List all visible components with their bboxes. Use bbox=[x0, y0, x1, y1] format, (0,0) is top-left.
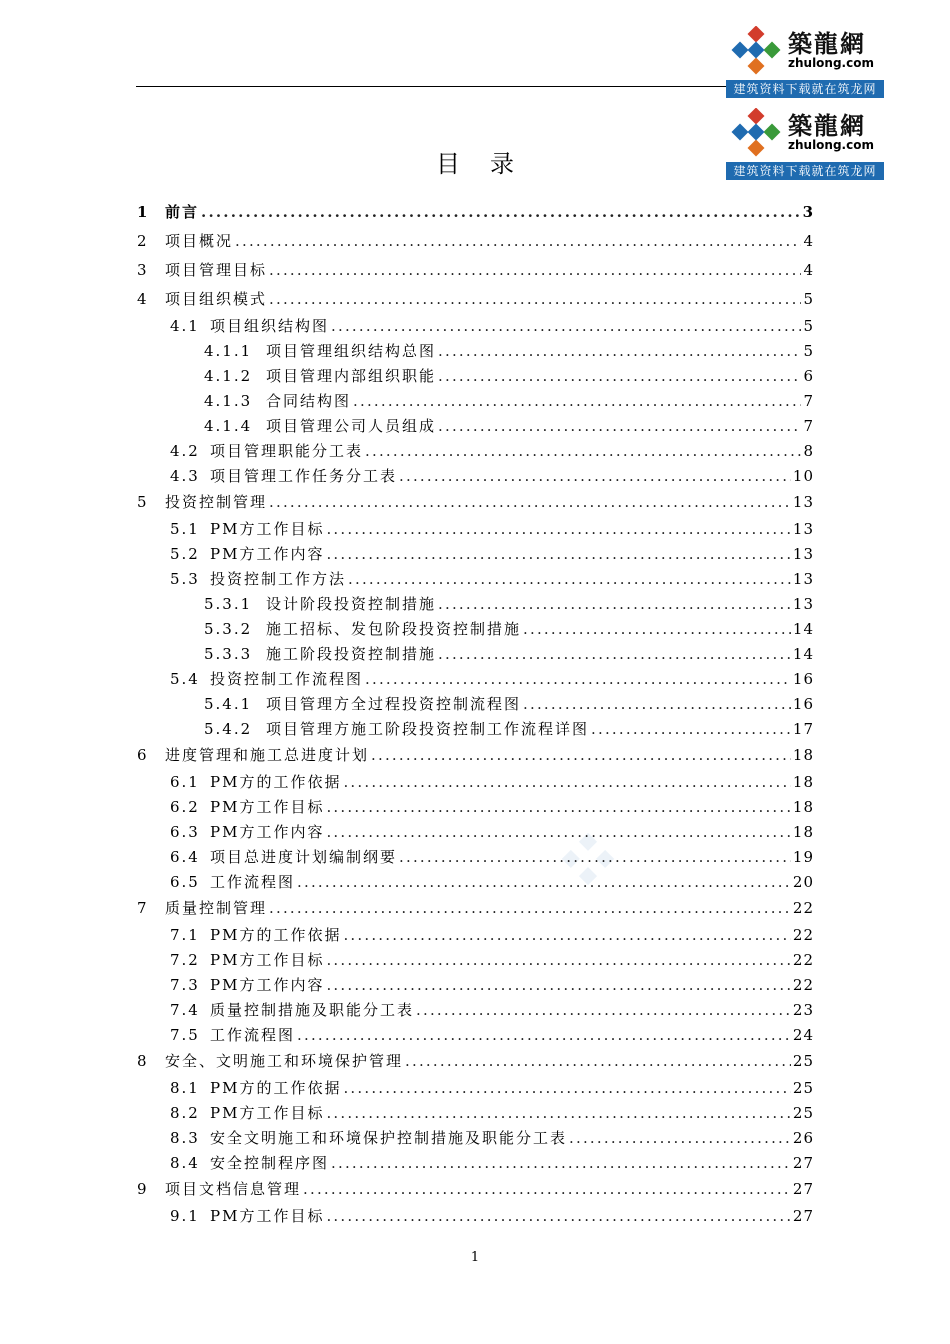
toc-entry-number: 4.1 bbox=[170, 317, 200, 335]
toc-entry-number: 1 bbox=[137, 203, 148, 221]
toc-entry[interactable] bbox=[137, 493, 814, 511]
toc-dot-leader bbox=[326, 545, 790, 563]
toc-entry-number: 5 bbox=[137, 493, 147, 511]
logo-domain: zhulong.com bbox=[788, 138, 874, 152]
toc-entry-title: 项目概况 bbox=[165, 232, 234, 250]
toc-entry-number: 5.4 bbox=[170, 670, 200, 688]
toc-entry[interactable] bbox=[170, 1154, 814, 1172]
toc-entry-number: 4 bbox=[137, 290, 147, 308]
logo-domain: zhulong.com bbox=[788, 56, 874, 70]
toc-entry-title: 投资控制工作方法 bbox=[210, 570, 347, 588]
toc-entry-title: PM方工作内容 bbox=[210, 976, 325, 994]
toc-entry-number: 4.1.1 bbox=[204, 342, 253, 360]
toc-dot-leader bbox=[405, 1052, 791, 1070]
toc-entry-number: 7.5 bbox=[170, 1026, 200, 1044]
toc-entry-number: 4.1.2 bbox=[204, 367, 253, 385]
toc-entry-page: 13 bbox=[792, 595, 814, 613]
toc-entry-page: 27 bbox=[792, 1207, 814, 1225]
toc-entry-number: 4.1.4 bbox=[204, 417, 253, 435]
toc-dot-leader bbox=[343, 773, 790, 791]
toc-entry-title: 项目管理职能分工表 bbox=[210, 442, 364, 460]
toc-entry-title: PM方工作内容 bbox=[210, 823, 325, 841]
page-number: 1 bbox=[470, 1250, 480, 1265]
logo-slogan: 建筑资料下载就在筑龙网 bbox=[726, 162, 884, 180]
toc-entry[interactable] bbox=[137, 1052, 814, 1070]
toc-dot-leader bbox=[399, 467, 791, 485]
toc-entry-page: 27 bbox=[792, 1180, 814, 1198]
toc-entry[interactable] bbox=[170, 520, 814, 538]
toc-dot-leader bbox=[438, 595, 791, 613]
toc-entry[interactable] bbox=[170, 848, 814, 866]
toc-entry[interactable] bbox=[137, 232, 814, 250]
logo-name: 築龍網 bbox=[788, 29, 866, 58]
toc-entry-number: 7.3 bbox=[170, 976, 200, 994]
toc-entry-number: 7.1 bbox=[170, 926, 200, 944]
toc-entry-page: 19 bbox=[792, 848, 814, 866]
toc-entry[interactable] bbox=[170, 976, 814, 994]
toc-dot-leader bbox=[438, 342, 801, 360]
toc-entry-number: 5.4.1 bbox=[204, 695, 253, 713]
toc-entry-title: 投资控制管理 bbox=[165, 493, 268, 511]
toc-dot-leader bbox=[365, 670, 791, 688]
toc-entry-number: 9.1 bbox=[170, 1207, 200, 1225]
toc-entry-page: 14 bbox=[792, 620, 814, 638]
toc-entry-page: 18 bbox=[792, 798, 814, 816]
toc-entry-page: 5 bbox=[803, 342, 814, 360]
toc-entry-title: 安全、文明施工和环境保护管理 bbox=[165, 1052, 404, 1070]
toc-entry[interactable] bbox=[204, 620, 814, 638]
toc-entry-page: 22 bbox=[792, 976, 814, 994]
toc-dot-leader bbox=[569, 1129, 791, 1147]
toc-entry-title: 设计阶段投资控制措施 bbox=[266, 595, 437, 613]
toc-entry[interactable] bbox=[137, 899, 814, 917]
toc-entry[interactable] bbox=[137, 1180, 814, 1198]
toc-entry-title: 进度管理和施工总进度计划 bbox=[165, 746, 370, 764]
toc-entry-page: 27 bbox=[792, 1154, 814, 1172]
toc-dot-leader bbox=[326, 823, 790, 841]
toc-entry-title: 项目管理目标 bbox=[165, 261, 268, 279]
toc-entry[interactable] bbox=[204, 695, 814, 713]
toc-entry-title: 合同结构图 bbox=[266, 392, 352, 410]
toc-entry[interactable] bbox=[170, 545, 814, 563]
toc-entry-page: 10 bbox=[792, 467, 814, 485]
toc-dot-leader bbox=[269, 493, 791, 511]
toc-dot-leader bbox=[343, 926, 790, 944]
toc-dot-leader bbox=[371, 746, 791, 764]
toc-entry-page: 13 bbox=[792, 570, 814, 588]
toc-entry-number: 5.2 bbox=[170, 545, 200, 563]
toc-dot-leader bbox=[326, 976, 790, 994]
toc-entry-number: 4.2 bbox=[170, 442, 200, 460]
toc-dot-leader bbox=[269, 261, 801, 279]
toc-entry-title: PM方工作目标 bbox=[210, 1104, 325, 1122]
toc-entry[interactable] bbox=[137, 203, 814, 221]
toc-entry-page: 4 bbox=[803, 232, 814, 250]
toc-entry-page: 7 bbox=[803, 417, 814, 435]
toc-entry-number: 6.5 bbox=[170, 873, 200, 891]
toc-entry[interactable] bbox=[204, 342, 814, 360]
toc-entry-page: 24 bbox=[792, 1026, 814, 1044]
toc-entry[interactable] bbox=[204, 367, 814, 385]
toc-entry-title: 项目管理方全过程投资控制流程图 bbox=[266, 695, 522, 713]
toc-entry[interactable] bbox=[170, 442, 814, 460]
toc-dot-leader bbox=[365, 442, 801, 460]
toc-entry-page: 26 bbox=[792, 1129, 814, 1147]
toc-entry-page: 23 bbox=[792, 1001, 814, 1019]
toc-dot-leader bbox=[353, 392, 801, 410]
toc-dot-leader bbox=[343, 1079, 790, 1097]
toc-entry-title: 项目管理内部组织职能 bbox=[266, 367, 437, 385]
toc-dot-leader bbox=[326, 520, 790, 538]
toc-entry-page: 25 bbox=[792, 1079, 814, 1097]
toc-entry-title: 项目组织模式 bbox=[165, 290, 268, 308]
toc-entry[interactable] bbox=[170, 1026, 814, 1044]
toc-entry-title: 施工招标、发包阶段投资控制措施 bbox=[266, 620, 522, 638]
toc-dot-leader bbox=[331, 1154, 791, 1172]
toc-entry[interactable] bbox=[170, 926, 814, 944]
toc-entry-title: 前言 bbox=[165, 203, 200, 221]
toc-entry[interactable] bbox=[170, 823, 814, 841]
toc-entry-title: 质量控制措施及职能分工表 bbox=[210, 1001, 415, 1019]
toc-dot-leader bbox=[591, 720, 791, 738]
toc-entry-page: 22 bbox=[792, 951, 814, 969]
toc-entry[interactable] bbox=[170, 773, 814, 791]
toc-entry-title: 项目组织结构图 bbox=[210, 317, 330, 335]
toc-entry-title: 工作流程图 bbox=[210, 1026, 296, 1044]
toc-dot-leader bbox=[269, 290, 801, 308]
toc-entry-number: 5.4.2 bbox=[204, 720, 253, 738]
toc-entry-number: 6.4 bbox=[170, 848, 200, 866]
toc-entry-number: 9 bbox=[137, 1180, 147, 1198]
toc-entry[interactable] bbox=[204, 645, 814, 663]
toc-entry[interactable] bbox=[170, 873, 814, 891]
toc-entry-number: 4.1.3 bbox=[204, 392, 253, 410]
toc-entry-title: 项目总进度计划编制纲要 bbox=[210, 848, 398, 866]
toc-entry-title: PM方工作内容 bbox=[210, 545, 325, 563]
toc-entry-title: 质量控制管理 bbox=[165, 899, 268, 917]
toc-entry-title: PM方的工作依据 bbox=[210, 773, 342, 791]
toc-dot-leader bbox=[438, 417, 801, 435]
toc-entry-title: 安全控制程序图 bbox=[210, 1154, 330, 1172]
toc-entry-title: PM方的工作依据 bbox=[210, 926, 342, 944]
logo-name: 築龍網 bbox=[788, 111, 866, 140]
toc-entry-title: PM方工作目标 bbox=[210, 1207, 325, 1225]
toc-entry[interactable] bbox=[204, 417, 814, 435]
toc-entry-title: 项目管理组织结构总图 bbox=[266, 342, 437, 360]
toc-entry-title: 项目文档信息管理 bbox=[165, 1180, 302, 1198]
toc-entry[interactable] bbox=[170, 570, 814, 588]
toc-dot-leader bbox=[523, 695, 791, 713]
toc-entry-number: 8.4 bbox=[170, 1154, 200, 1172]
page-title: 目录 bbox=[436, 150, 544, 178]
toc-entry-page: 6 bbox=[803, 367, 814, 385]
toc-entry-title: 安全文明施工和环境保护控制措施及职能分工表 bbox=[210, 1129, 568, 1147]
toc-entry-title: PM方的工作依据 bbox=[210, 1079, 342, 1097]
toc-entry-page: 22 bbox=[792, 926, 814, 944]
toc-entry[interactable] bbox=[137, 746, 814, 764]
toc-entry-number: 6.3 bbox=[170, 823, 200, 841]
toc-dot-leader bbox=[416, 1001, 791, 1019]
toc-entry-title: PM方工作目标 bbox=[210, 798, 325, 816]
toc-entry-page: 4 bbox=[803, 261, 814, 279]
toc-dot-leader bbox=[269, 899, 791, 917]
toc-entry-page: 13 bbox=[792, 520, 814, 538]
toc-entry-number: 7.4 bbox=[170, 1001, 200, 1019]
toc-entry[interactable] bbox=[170, 798, 814, 816]
toc-entry-page: 7 bbox=[803, 392, 814, 410]
toc-entry-number: 2 bbox=[137, 232, 147, 250]
toc-entry-number: 7.2 bbox=[170, 951, 200, 969]
toc-dot-leader bbox=[326, 1104, 790, 1122]
toc-entry-page: 20 bbox=[792, 873, 814, 891]
toc-entry-number: 8 bbox=[137, 1052, 147, 1070]
toc-dot-leader bbox=[201, 203, 801, 221]
toc-dot-leader bbox=[326, 1207, 790, 1225]
toc-entry[interactable] bbox=[170, 1079, 814, 1097]
toc-entry-page: 3 bbox=[802, 203, 814, 221]
toc-entry-title: PM方工作目标 bbox=[210, 520, 325, 538]
toc-entry-title: 项目管理方施工阶段投资控制工作流程详图 bbox=[266, 720, 590, 738]
toc-dot-leader bbox=[326, 951, 790, 969]
toc-dot-leader bbox=[438, 645, 791, 663]
toc-entry[interactable] bbox=[170, 467, 814, 485]
toc-dot-leader bbox=[235, 232, 801, 250]
toc-entry-page: 17 bbox=[792, 720, 814, 738]
toc-dot-leader bbox=[297, 1026, 791, 1044]
toc-entry-number: 5.3.1 bbox=[204, 595, 253, 613]
toc-entry-number: 6.2 bbox=[170, 798, 200, 816]
toc-entry-page: 13 bbox=[792, 545, 814, 563]
toc-entry[interactable] bbox=[204, 392, 814, 410]
toc-entry-number: 8.2 bbox=[170, 1104, 200, 1122]
toc-entry-title: 项目管理工作任务分工表 bbox=[210, 467, 398, 485]
toc-entry-number: 5.3.3 bbox=[204, 645, 253, 663]
toc-entry-title: 工作流程图 bbox=[210, 873, 296, 891]
toc-entry-number: 8.3 bbox=[170, 1129, 200, 1147]
logo-slogan: 建筑资料下载就在筑龙网 bbox=[726, 80, 884, 98]
toc-entry-number: 4.3 bbox=[170, 467, 200, 485]
toc-entry-title: PM方工作目标 bbox=[210, 951, 325, 969]
toc-entry[interactable] bbox=[170, 1129, 814, 1147]
toc-entry-page: 25 bbox=[792, 1104, 814, 1122]
toc-entry-title: 投资控制工作流程图 bbox=[210, 670, 364, 688]
toc-entry-page: 18 bbox=[792, 773, 814, 791]
toc-entry[interactable] bbox=[204, 595, 814, 613]
toc-entry[interactable] bbox=[137, 290, 814, 308]
toc-entry-number: 5.1 bbox=[170, 520, 200, 538]
toc-entry[interactable] bbox=[170, 1001, 814, 1019]
toc-entry-title: 项目管理公司人员组成 bbox=[266, 417, 437, 435]
toc-entry-page: 5 bbox=[803, 290, 814, 308]
toc-entry-number: 6.1 bbox=[170, 773, 200, 791]
toc-entry[interactable] bbox=[137, 261, 814, 279]
toc-entry[interactable] bbox=[204, 720, 814, 738]
toc-entry-page: 22 bbox=[792, 899, 814, 917]
toc-entry[interactable] bbox=[170, 670, 814, 688]
toc-entry-page: 25 bbox=[792, 1052, 814, 1070]
toc-dot-leader bbox=[438, 367, 801, 385]
toc-dot-leader bbox=[399, 848, 791, 866]
toc-entry-number: 3 bbox=[137, 261, 147, 279]
toc-dot-leader bbox=[297, 873, 791, 891]
toc-entry-page: 5 bbox=[803, 317, 814, 335]
toc-entry-page: 8 bbox=[803, 442, 814, 460]
toc-entry-page: 16 bbox=[792, 695, 814, 713]
toc-entry-title: 施工阶段投资控制措施 bbox=[266, 645, 437, 663]
toc-entry-page: 18 bbox=[792, 746, 814, 764]
toc-dot-leader bbox=[348, 570, 791, 588]
toc-entry-number: 8.1 bbox=[170, 1079, 200, 1097]
toc-dot-leader bbox=[303, 1180, 791, 1198]
toc-entry[interactable] bbox=[170, 317, 814, 335]
toc-entry[interactable] bbox=[170, 1104, 814, 1122]
toc-entry-page: 13 bbox=[792, 493, 814, 511]
toc-entry-number: 7 bbox=[137, 899, 147, 917]
toc-entry-page: 14 bbox=[792, 645, 814, 663]
toc-dot-leader bbox=[331, 317, 801, 335]
toc-entry-page: 16 bbox=[792, 670, 814, 688]
toc-entry-page: 18 bbox=[792, 823, 814, 841]
toc-entry[interactable] bbox=[170, 951, 814, 969]
toc-entry-number: 5.3.2 bbox=[204, 620, 253, 638]
toc-entry-number: 5.3 bbox=[170, 570, 200, 588]
toc-entry-number: 6 bbox=[137, 746, 147, 764]
toc-entry[interactable] bbox=[170, 1207, 814, 1225]
toc-dot-leader bbox=[523, 620, 791, 638]
toc-dot-leader bbox=[326, 798, 790, 816]
